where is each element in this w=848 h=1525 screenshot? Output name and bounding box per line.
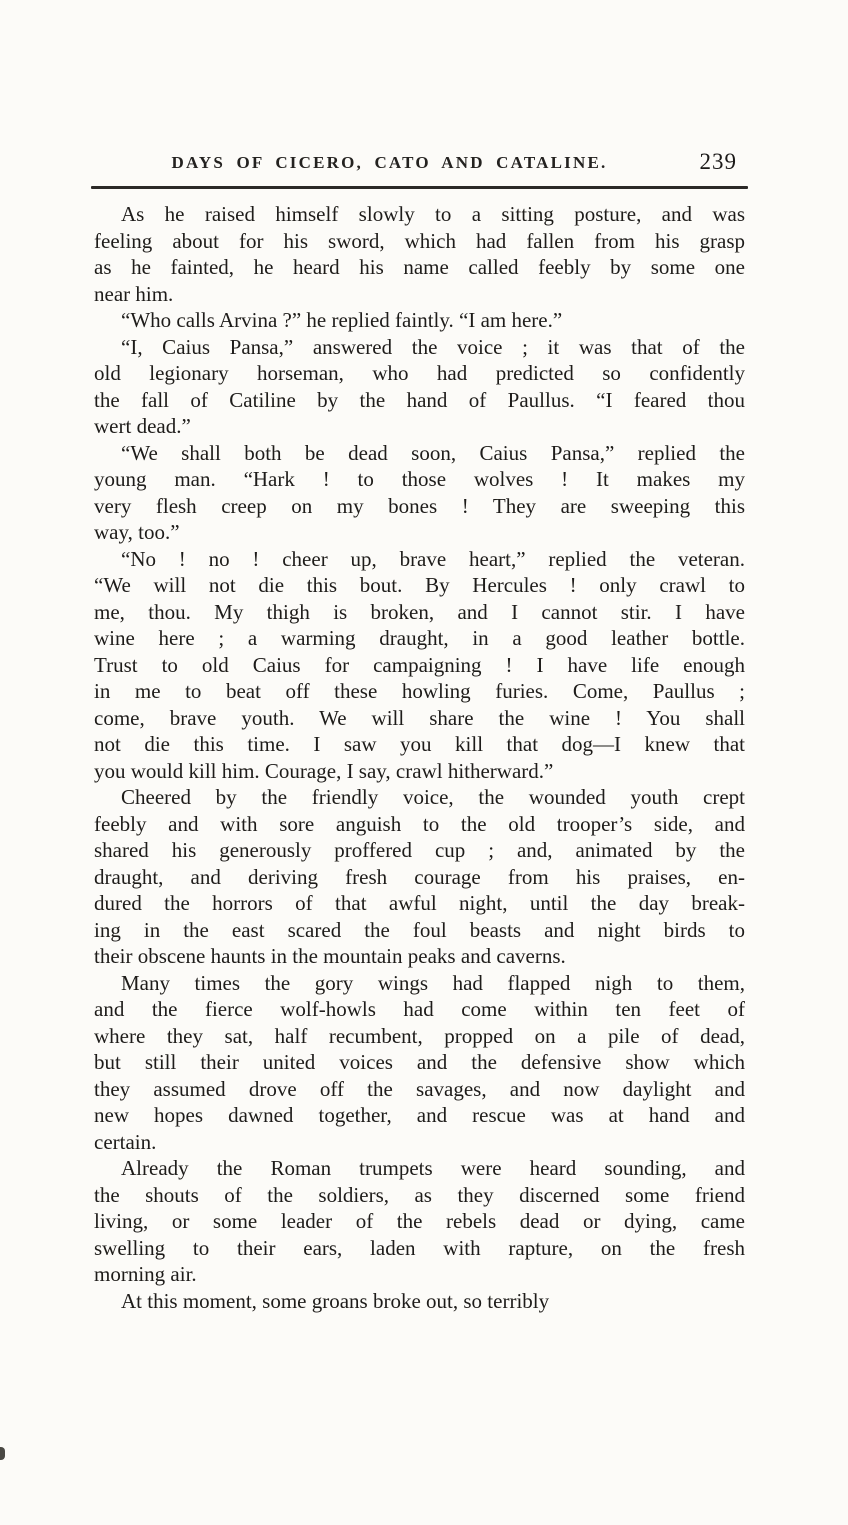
text-line: “We shall both be dead soon, Caius Pansa,” replied the [121,440,745,465]
paragraph [94,546,745,785]
text-line: but still their united voices and the defensive show which [94,1050,745,1074]
text-line: certain. [94,1129,157,1154]
text-line: Cheered by the friendly voice, the wounded youth crept [121,785,745,809]
text-line: old legionary horseman, who had predicted so confidently [94,361,745,385]
text-line: living, or some leader of the rebels dead or dying, came [94,1209,745,1233]
text-line: as he fainted, he heard his name called feebly by some one [94,255,745,279]
scan-artifact [0,1447,5,1460]
text-line: wine here ; a warming draught, in a good leather bottle. [94,626,745,650]
text-line: the shouts of the soldiers, as they discerned some friend [94,1182,745,1207]
text-line: Trust to old Caius for campaigning ! I have life enough [94,652,745,677]
text-line: At this moment, some groans broke out, so terribly [121,1288,550,1313]
text-line: “No ! no ! cheer up, brave heart,” replied the veteran. [121,546,745,571]
text-line: Many times the gory wings had flapped nigh to them, [121,970,745,995]
text-line: new hopes dawned together, and rescue was at hand and [94,1103,745,1127]
text-line: they assumed drove off the savages, and now daylight and [94,1076,745,1101]
text-line: me, thou. My thigh is broken, and I cannot stir. I have [94,599,745,624]
paragraph [94,1288,745,1315]
text-block [94,201,745,1314]
paragraph [94,440,745,546]
text-line: swelling to their ears, laden with rapture, on the fresh [94,1235,745,1260]
text-line: ing in the east scared the foul beasts and night birds to [94,917,745,942]
text-line: you would kill him. Courage, I say, crawl hitherward.” [94,758,554,783]
running-title: DAYS OF CICERO, CATO AND CATALINE. [171,153,608,172]
page-header [94,149,745,177]
text-line: Already the Roman trumpets were heard sounding, and [121,1156,745,1180]
text-line: come, brave youth. We will share the wine ! You shall [94,705,745,730]
text-line: feebly and with sore anguish to the old trooper’s side, and [94,811,745,836]
paragraph [94,307,745,334]
text-line: morning air. [94,1262,197,1286]
header-rule [91,186,748,189]
page-content [94,0,745,1314]
text-line: shared his generously proffered cup ; and, animated by the [94,838,745,862]
text-line: “We will not die this bout. By Hercules ! only crawl to [94,573,745,597]
text-line: wert dead.” [94,414,191,438]
page-number: 239 [699,149,737,174]
text-line: in me to beat off these howling furies. Come, Paullus ; [94,679,745,703]
text-line: dured the horrors of that awful night, until the day break- [94,891,745,915]
text-line: the fall of Catiline by the hand of Paullus. “I feared thou [94,387,745,412]
paragraph [94,1155,745,1288]
text-line: “I, Caius Pansa,” answered the voice ; it was that of the [121,334,745,359]
paragraph [94,201,745,307]
text-line: young man. “Hark ! to those wolves ! It makes my [94,467,745,491]
text-line: their obscene haunts in the mountain peaks and caverns. [94,944,566,968]
paragraph [94,970,745,1156]
paragraph [94,334,745,440]
text-line: draught, and deriving fresh courage from his praises, en- [94,864,745,889]
text-line: feeling about for his sword, which had fallen from his grasp [94,228,745,253]
text-line: “Who calls Arvina ?” he replied faintly. “I am here.” [121,308,563,332]
text-line: very flesh creep on my bones ! They are sweeping this [94,493,745,518]
paragraph [94,784,745,970]
text-line: near him. [94,281,174,306]
text-line: where they sat, half recumbent, propped on a pile of dead, [94,1023,745,1048]
text-line: and the fierce wolf-howls had come within ten feet of [94,997,745,1021]
text-line: As he raised himself slowly to a sitting posture, and was [121,202,745,226]
text-line: way, too.” [94,520,180,544]
text-line: not die this time. I saw you kill that dog—I knew that [94,732,745,756]
